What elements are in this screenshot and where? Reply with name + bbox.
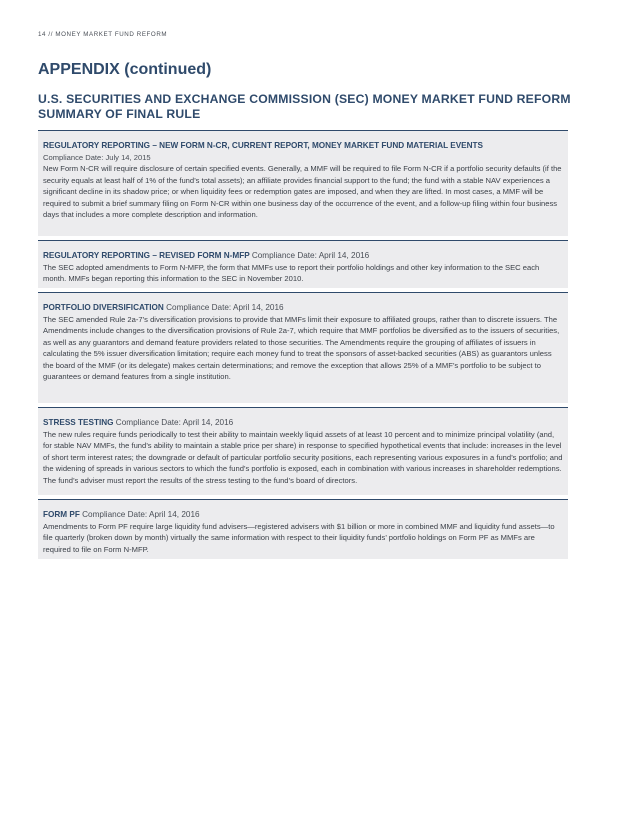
section-body: The SEC adopted amendments to Form N-MFP, the form that MMFs use to report their portfolio holdings and other key information to the SEC each month. MMFs began reporting this information to the SEC in November 2010.	[43, 262, 540, 283]
section-compliance-date: Compliance Date: April 14, 2016	[251, 251, 370, 260]
section-stress-testing	[38, 407, 568, 495]
section-portfolio-diversification	[38, 292, 568, 403]
section-heading-line	[43, 509, 563, 521]
section-heading-line	[43, 417, 563, 429]
sections-list	[38, 130, 568, 563]
section-body: New Form N-CR will require disclosure of certain specified events. Generally, a MMF will be required to file Form N-CR if a portfolio security defaults (if the security equals at least half of 1% of the fund’s total assets); an affiliate provides financial support to the fund; the fund with a stable NAV experiences a significant decline in its shadow price; or when liquidity fees or redemption gates are imposed, and when they are lifted. In most cases, a MMF will be required to submit a brief summary filing on Form N-CR within one business day of the occurrence of the event, and a follow-up filing within four business days that includes a more complete description and information.	[43, 164, 562, 219]
section-heading: FORM PF	[43, 510, 80, 519]
section-heading-line	[43, 302, 563, 314]
section-form-nmfp	[38, 240, 568, 288]
section-body: Amendments to Form PF require large liquidity fund advisers—registered advisers with $1 billion or more in combined MMF and liquidity fund assets—to file quarterly (broken down by month) virtually the same information with respect to their liquidity funds’ portfolio holdings on Form PF as MMFs are required to file on Form N-MFP.	[43, 521, 555, 554]
section-form-ncr	[38, 130, 568, 236]
page-title: APPENDIX (continued)	[38, 61, 212, 78]
section-heading: REGULATORY REPORTING – REVISED FORM N-MFP	[43, 251, 250, 260]
section-compliance-date: Compliance Date: July 14, 2015	[43, 152, 151, 162]
section-heading-line	[43, 250, 563, 262]
page-subtitle: U.S. SECURITIES AND EXCHANGE COMMISSION (SEC) MONEY MARKET FUND REFORM SUMMARY OF FINAL RULE	[38, 92, 571, 121]
section-body: The SEC amended Rule 2a-7’s diversification provisions to provide that MMFs limit their exposure to affiliated groups, rather than to discrete issuers. The Amendments include changes to the diversification provisions of Rule 2a-7, which require that MMF portfolios be diversified as to the issuers of securities, as well as any guarantors and demand feature providers related to those securities. The Amendments require the grouping of affiliates of issuers in calculating the 5% issuer diversification limitation; require each money fund to treat the sponsors of asset-backed securities (ABS) as guarantors unless the board of the MMF (or its delegate) makes certain determinations; and remove the exception that allows 25% of a MMF’s portfolio to be subject to guarantees or demand features from a single institution.	[43, 314, 560, 381]
section-compliance-date: Compliance Date: April 14, 2016	[82, 510, 200, 519]
section-body: The new rules require funds periodically to test their ability to maintain weekly liquid assets of at least 10 percent and to minimize principal volatility (and, for stable NAV MMFs, the fund’s ability to maintain a stable price per share) in response to specified hypothetical events that include: increases in the level of short term interest rates; the downgrade or default of particular portfolio security positions, each representing various exposures in a fund’s portfolio; and the widening of spreads in various sectors to which the fund’s portfolio is exposed, each in combination with various increases in shareholder redemptions. The fund’s adviser must report the results of the stress testing to the fund’s board of directors.	[43, 429, 563, 485]
section-form-pf	[38, 499, 568, 559]
section-heading: REGULATORY REPORTING – NEW FORM N-CR, CURRENT REPORT, MONEY MARKET FUND MATERIAL EVENTS	[43, 141, 484, 150]
running-header: 14 // MONEY MARKET FUND REFORM	[38, 31, 168, 38]
section-compliance-date: Compliance Date: April 14, 2016	[115, 418, 234, 427]
section-heading: STRESS TESTING	[43, 418, 114, 427]
section-heading: PORTFOLIO DIVERSIFICATION	[43, 303, 164, 312]
section-compliance-date: Compliance Date: April 14, 2016	[166, 303, 284, 312]
